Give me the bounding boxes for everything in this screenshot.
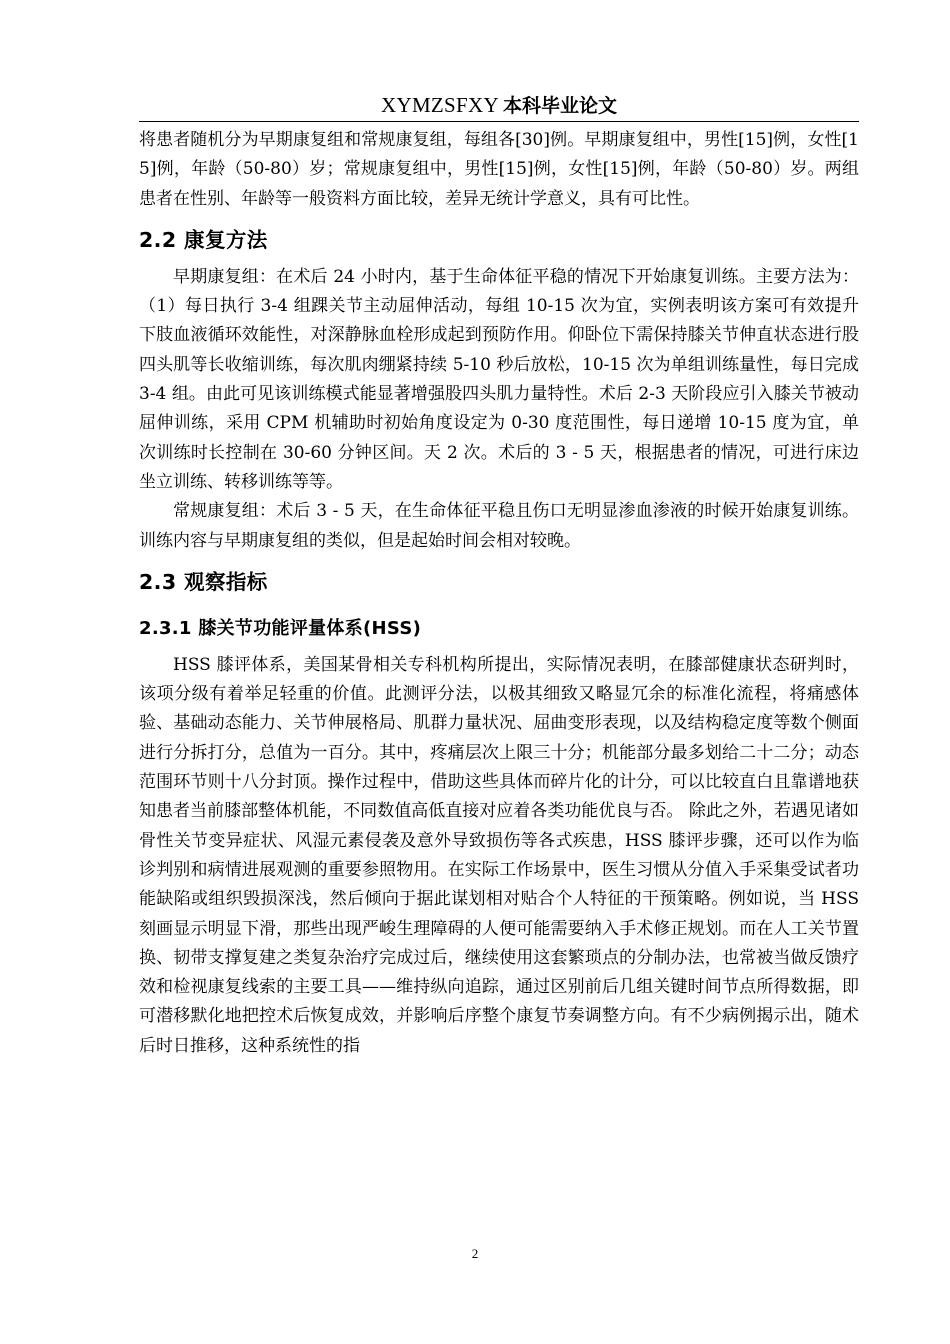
header-title: 本科毕业论文 xyxy=(502,95,617,117)
section-heading-rehab-methods: 2.2 康复方法 xyxy=(139,227,268,252)
paragraph-grouping: 将患者随机分为早期康复组和常规康复组，每组各[30]例。早期康复组中，男性[15]例，女性[15]例，年龄（50-80）岁；常规康复组中，男性[15]例，女性[15]例，年龄（50-80）岁。两组患者在性别、年龄等一般资料方面比较，差异无统计学意义，具有可比性。 xyxy=(139,130,859,209)
paragraph-routine-rehab: 常规康复组：术后 3 - 5 天，在生命体征平稳且伤口无明显渗血渗液的时候开始康复训练。训练内容与早期康复组的类似，但是起始时间会相对较晚。 xyxy=(139,501,859,551)
paragraph-early-rehab: 早期康复组：在术后 24 小时内，基于生命体征平稳的情况下开始康复训练。主要方法为：（1）每日执行 3-4 组踝关节主动屈伸活动，每组 10-15 次为宜，实例表明该方案可有效提升下肢血液循环效能性，对深静脉血栓形成起到预防作用。仰卧位下需保持膝关节伸直状态进行股四头肌等长收缩训练，每次肌肉绷紧持续 5-10 秒后放松，10-15 次为单组训练量性，每日完成 3-4 组。由此可见该训练模式能显著增强股四头肌力量特性。术后 2-3 天阶段应引入膝关节被动屈伸训练，采用 CPM 机辅助时初始角度设定为 0-30 度范围性，每日递增 10-15 度为宜，单次训练时长控制在 30-60 分钟区间。天 2 次。术后的 3 - 5 天，根据患者的情况，可进行床边坐立训练、转移训练等等。 xyxy=(139,266,859,492)
header-latin: XYMZSFXY xyxy=(381,93,499,117)
page-number: 2 xyxy=(471,1246,479,1261)
subsection-heading-hss: 2.3.1 膝关节功能评量体系(HSS) xyxy=(139,617,422,639)
section-heading-observation-indicators: 2.3 观察指标 xyxy=(139,569,268,594)
document-body xyxy=(139,126,859,1061)
page-header xyxy=(139,92,859,122)
paragraph-hss: HSS 膝评体系，美国某骨相关专科机构所提出，实际情况表明，在膝部健康状态研判时，该项分级有着举足轻重的价值。此测评分法，以极其细致又略显冗余的标准化流程，将痛感体验、基础动态能力、关节伸展格局、肌群力量状况、屈曲变形表现，以及结构稳定度等数个侧面进行分拆打分，总值为一百分。其中，疼痛层次上限三十分；机能部分最多划给二十二分；动态范围环节则十八分封顶。操作过程中，借助这些具体而碎片化的计分，可以比较直白且靠谱地获知患者当前膝部整体机能，不同数值高低直接对应着各类功能优良与否。 除此之外，若遇见诸如骨性关节变异症状、风湿元素侵袭及意外导致损伤等各式疾患，HSS 膝评步骤，还可以作为临诊判别和病情进展观测的重要参照物用。在实际工作场景中，医生习惯从分值入手采集受试者功能缺陷或组织毁损深浅，然后倾向于据此谋划相对贴合个人特征的干预策略。例如说，当 HSS 刻画显示明显下滑，那些出现严峻生理障碍的人便可能需要纳入手术修正规划。而在人工关节置换、韧带支撑复建之类复杂治疗完成过后，继续使用这套繁琐点的分制办法，也常被当做反馈疗效和检视康复线索的主要工具——维持纵向追踪，通过区别前后几组关键时间节点所得数据，即可潜移默化地把控术后恢复成效，并影响后序整个康复节奏调整方向。有不少病例揭示出，随术后时日推移，这种系统性的指 xyxy=(139,654,859,1056)
